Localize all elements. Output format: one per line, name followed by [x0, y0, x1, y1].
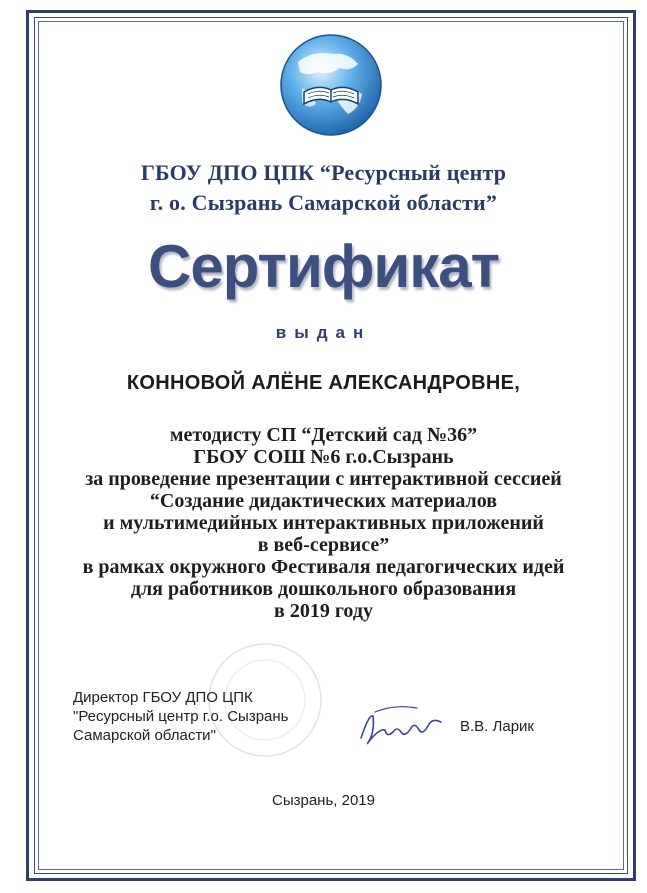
director-line: Директор ГБОУ ДПО ЦПК [73, 689, 253, 706]
organization-line-2: г. о. Сызрань Самарской области” [149, 190, 498, 215]
body-line: в 2019 году [274, 600, 373, 622]
handwritten-signature [355, 694, 445, 754]
body-line: в рамках окружного Фестиваля педагогических идей [82, 556, 565, 578]
director-line: Самарской области" [73, 727, 216, 744]
body-line: методисту СП “Детский сад №36” [169, 424, 478, 446]
body-line: ГБОУ СОШ №6 г.о.Сызрань [193, 446, 454, 468]
director-line: "Ресурсный центр г.о. Сызрань [73, 708, 289, 725]
recipient-name: КОННОВОЙ АЛЁНЕ АЛЕКСАНДРОВНЕ, [126, 372, 521, 394]
certificate-body [60, 424, 587, 622]
body-line: для работников дошкольного образования [130, 578, 517, 600]
body-line: и мультимедийных интерактивных приложений [103, 512, 544, 534]
body-line: “Создание дидактических материалов [149, 490, 498, 512]
signer-name: В.В. Ларик [460, 718, 534, 735]
place-and-year: Сызрань, 2019 [272, 792, 375, 809]
body-line: в веб-сервисе” [257, 534, 390, 556]
organization-line-1: ГБОУ ДПО ЦПК “Ресурсный центр [140, 160, 507, 185]
globe-book-logo [278, 32, 384, 138]
body-line: за проведение презентации с интерактивной сессией [85, 468, 562, 490]
issued-label: выдан [275, 323, 372, 342]
certificate-title: Сертификат [148, 233, 499, 300]
director-title [73, 688, 289, 745]
